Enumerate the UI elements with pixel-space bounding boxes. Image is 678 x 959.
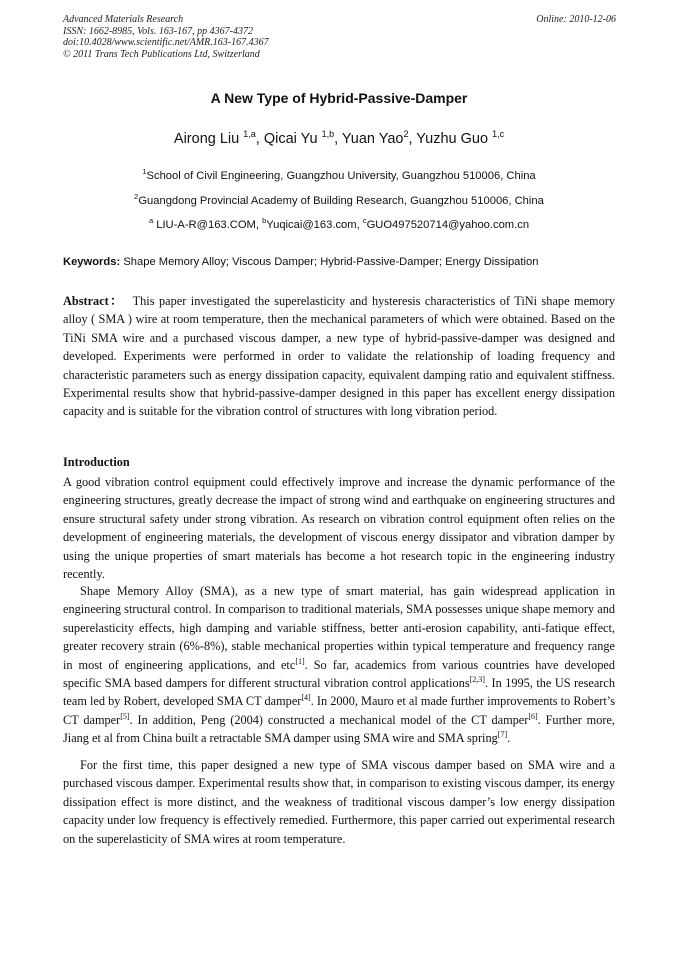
author-name: Qicai Yu <box>263 131 318 147</box>
citation-mark[interactable]: [1] <box>295 656 305 666</box>
email-mark: a <box>148 216 154 225</box>
citation-mark[interactable]: [6] <box>528 711 538 721</box>
author-affiliation-mark: 1,a <box>243 129 256 139</box>
text-run: . <box>507 731 511 746</box>
intro-paragraph-1: A good vibration control equipment could effectively improve and increase the dynamic performance of the engineering structures, greatly decrease the impact of strong wind and earthquake on engineering structures and ensure structural safety under strong vibration. As research on vibration control equipment often relies on the development of engineering materials, the development of viscous energy dissipator and vibration damper by using the unique properties of smart materials has become a hot research topic in the engineering industry recently. <box>63 475 615 582</box>
email-address[interactable]: LIU-A-R@163.COM <box>156 219 256 231</box>
author-name: Yuzhu Guo <box>416 131 489 147</box>
email-list: $^a$ LIU-A-R@163.COM, $^b$Yuqicai@163.com, $^c$GUO497520714@yahoo.com.cn <box>148 216 530 231</box>
affiliation <box>0 167 678 182</box>
email-mark: b <box>262 216 267 225</box>
author-affiliation-mark: 2 <box>403 129 409 139</box>
journal-header <box>63 14 269 60</box>
email-address[interactable]: GUO497520714@yahoo.com.cn <box>366 219 530 231</box>
section-heading-introduction: Introduction <box>63 455 130 469</box>
email-address[interactable]: Yuqicai@163.com <box>266 219 357 231</box>
abstract-label: Abstract： <box>63 294 124 308</box>
keywords-text: Shape Memory Alloy; Viscous Damper; Hybrid-Passive-Damper; Energy Dissipation <box>123 256 539 268</box>
citation-mark[interactable]: [7] <box>497 730 508 740</box>
affiliation <box>0 192 678 207</box>
text-run: . Further more, Jiang et al from China built a retractable SMA damper using SMA wire and SMA spring <box>63 712 615 746</box>
keywords-label: Keywords: <box>63 256 121 268</box>
citation-mark[interactable]: [5] <box>120 711 130 721</box>
journal-name: Advanced Materials Research <box>63 14 184 25</box>
text-run: . In addition, Peng (2004) constructed a mechanical model of the CT damper <box>129 712 529 727</box>
abstract-paragraph <box>63 292 615 421</box>
text-run: . In 2000, Mauro et al made further improvements to Robert’s CT damper <box>63 694 615 727</box>
text-run: . So far, academics from various countries have developed specific SMA based dampers for different structural vibration control applications <box>63 657 616 691</box>
citation-mark[interactable]: [2,3] <box>469 675 485 685</box>
abstract-text: This paper investigated the superelasticity and hysteresis characteristics of TiNi shape memory alloy ( SMA ) wire at room temperature, then the mechanical parameters of which were obtained. Based on the TiNi SMA wire and a purchased viscous damper, a new type of hybrid-passive-damper was designed and developed. Experiments were performed in order to validate the relationship of loading frequency and characteristic parameters such as energy dissipation capacity, equivalent damping ratio and equivalent stiffness. Experimental results show that hybrid-passive-damper designed in this paper has excellent energy dissipation capacity and is suitable for the vibration control of structures with long vibration period. <box>63 294 615 419</box>
affiliation-text: Guangdong Provincial Academy of Building Research, Guangzhou 510006, China <box>138 195 544 207</box>
email-mark: c <box>362 216 367 225</box>
doi-line[interactable]: doi:10.4028/www.scientific.net/AMR.163-167.4367 <box>63 37 269 48</box>
affiliation-text: School of Civil Engineering, Guangzhou University, Guangzhou 510006, China <box>146 170 536 182</box>
issn-line: ISSN: 1662-8985, Vols. 163-167, pp 4367-4372 <box>63 25 253 37</box>
intro-paragraph-2 <box>63 582 615 748</box>
affiliation-mark: 1 <box>142 167 147 176</box>
author-list: Airong Liu $^{1,a}$, Qicai Yu $^{1,b}$, Yuan Yao$^2$, Yuzhu Guo $^{1,c}$ <box>173 129 505 147</box>
author-name: Airong Liu <box>173 131 240 147</box>
copyright-line: © 2011 Trans Tech Publications Ltd, Switzerland <box>63 48 260 60</box>
intro-paragraph-3: For the first time, this paper designed a new type of SMA viscous damper based on SMA wire and a purchased viscous damper. Experimental results show that, in comparison to existing viscous damper, its energy dissipation effect is more distinct, and the weakness of traditional viscous damper’s low energy dissipation capacity under low frequency is effectively remedied. Furthermore, this paper carried out experimental research on the superelasticity of SMA wires at room temperature. <box>63 758 615 846</box>
online-date: Online: 2010-12-06 <box>536 14 616 25</box>
text-run: . In 1995, the US research team led by Robert, developed SMA CT damper <box>63 676 615 709</box>
author-affiliation-mark: 1,c <box>492 129 505 139</box>
author-affiliation-mark: 1,b <box>321 129 335 139</box>
keywords-line <box>63 256 618 268</box>
author-name: Yuan Yao <box>341 131 404 147</box>
affiliation-mark: 2 <box>134 192 139 201</box>
paper-title: A New Type of Hybrid-Passive-Damper <box>210 90 468 106</box>
citation-mark[interactable]: [4] <box>301 693 311 703</box>
text-run: Shape Memory Alloy (SMA), as a new type of smart material, has gain widespread application in engineering structural control. In comparison to traditional materials, SMA possesses unique shape memory and superelasticity effects, high damping and variable stiffness, better anti-erosion capability, anti-fatique effect, greater recovery strain (6%-8%), stable mechanical properties within typical temperature and frequency range in most of engineering applications, and etc <box>63 584 615 672</box>
